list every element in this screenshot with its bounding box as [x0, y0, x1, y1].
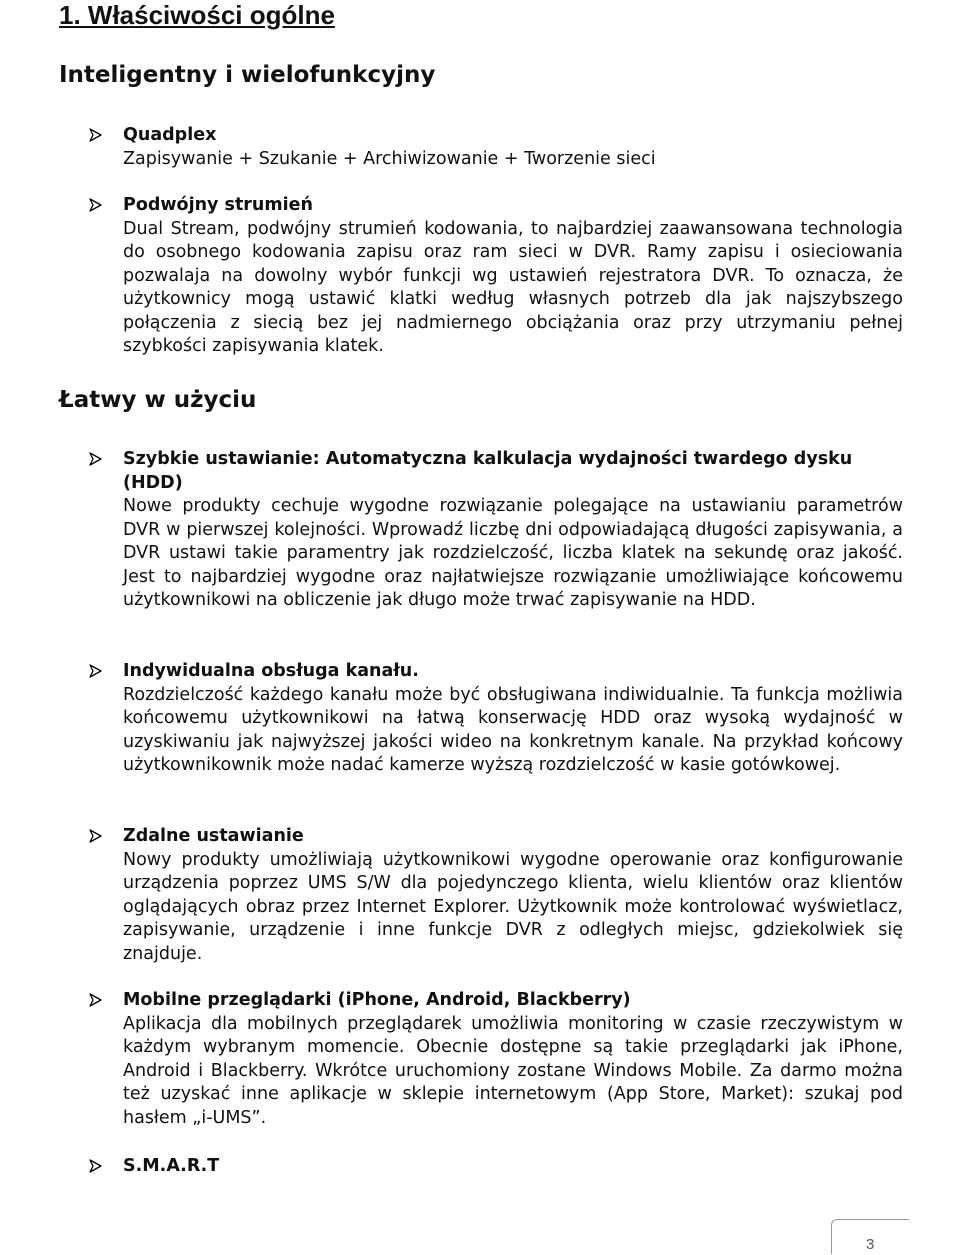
item-body: Aplikacja dla mobilnych przeglądarek umożliwia monitoring w czasie rzeczywistym w każdym wybranym momencie. Obecnie dostępne są takie przeglądarki jak iPhone, Android i Blackberry. Wkrótce uruchomiony zostane Windows Mobile. Za darmo można też uzyskać inne aplikacje w sklepie internetowym (App Store, Market): szukaj pod hasłem „i-UMS”.	[123, 1013, 903, 1128]
item-title: Szybkie ustawianie: Automatyczna kalkulacja wydajności twardego dysku (HDD)	[123, 449, 853, 493]
arrowhead-bullet-icon	[89, 829, 102, 843]
section-title-easy-to-use: Łatwy w użyciu	[59, 387, 257, 413]
item-body: Dual Stream, podwójny strumień kodowania, to najbardziej zaawansowana technologia do osobnego kodowania zapisu oraz ram sieci w DVR. Ramy zapisu i osieciowania pozwalaja na dowolny wybór funkcji wg ustawień rejestratora DVR. To oznacza, że użytkownicy mogą ustawić klatki według własnych potrzeb dla jak najszybszego połączenia z siecią bez jej nadmiernego obciążania oraz przy utrzymaniu pełnej szybkości zapisywania klatek.	[123, 218, 903, 356]
arrowhead-bullet-icon	[89, 664, 102, 678]
list-item-dual-stream	[123, 194, 903, 359]
item-title: Zdalne ustawianie	[123, 826, 304, 846]
list-item-mobile-viewers	[123, 989, 903, 1130]
arrowhead-bullet-icon	[89, 128, 102, 142]
item-body: Zapisywanie + Szukanie + Archiwizowanie + Tworzenie sieci	[123, 148, 656, 169]
item-title: S.M.A.R.T	[123, 1156, 220, 1176]
chapter-title: 1. Właściwości ogólne	[59, 0, 335, 30]
page-number: 3	[866, 1236, 875, 1253]
item-title: Podwójny strumień	[123, 195, 313, 215]
item-title: Indywidualna obsługa kanału.	[123, 661, 419, 681]
item-title: Quadplex	[123, 125, 217, 145]
section-title-intelligent: Inteligentny i wielofunkcyjny	[59, 62, 436, 88]
item-body: Rozdzielczość każdego kanału może być obsługiwana indiwidualnie. Ta funkcja możliwia końcowemu użytkownikowi na łatwą konserwację HDD oraz wysoką wydajność w uzyskiwaniu jak najwyższej jakości wideo na konkretnym kanale. Na przykład końcowy użytkownikownik może nadać kamerze wyższą rozdzielczość w kasie gotówkowej.	[123, 684, 903, 775]
list-item-smart	[123, 1155, 903, 1179]
item-body: Nowy produkty umożliwiają użytkownikowi wygodne operowanie oraz konfigurowanie urządzenia poprzez UMS S/W dla pojedynczego klienta, wielu klientów oraz klientów oglądających obraz przez Internet Explorer. Użytkownik może kontrolować wyświetlacz, zapisywanie, urządzenie i inne funkcje DVR z odległych miejsc, gdziekolwiek się znajduje.	[123, 849, 903, 964]
list-item-quick-setup	[123, 448, 903, 613]
list-item-channel-control	[123, 660, 903, 778]
list-item-quadplex	[123, 124, 903, 171]
arrowhead-bullet-icon	[89, 993, 102, 1007]
arrowhead-bullet-icon	[89, 452, 102, 466]
arrowhead-bullet-icon	[89, 1159, 102, 1173]
item-body: Nowe produkty cechuje wygodne rozwiązanie polegające na ustawianiu parametrów DVR w pierwszej kolejności. Wprowadź liczbę dni odpowiadającą długości zapisywania, a DVR ustawi takie paramentry jak rozdzielczość, liczba klatek na sekundę oraz jakość. Jest to najbardziej wygodne oraz najłatwiejsze rozwiązanie umożliwiające końcowemu użytkownikowi na obliczenie jak długo może trwać zapisywanie na HDD.	[123, 496, 903, 610]
list-item-remote-setup	[123, 825, 903, 966]
arrowhead-bullet-icon	[89, 198, 102, 212]
item-title: Mobilne przeglądarki (iPhone, Android, Blackberry)	[123, 990, 631, 1010]
